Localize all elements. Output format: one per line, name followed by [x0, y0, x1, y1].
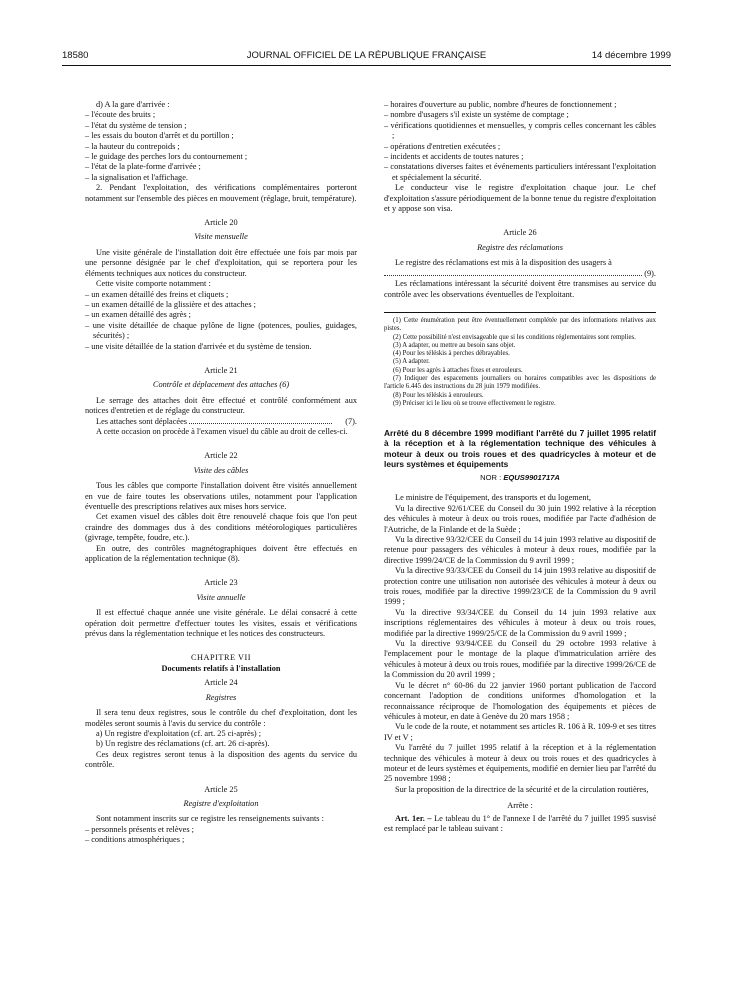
article-subtitle: Registre des réclamations	[477, 242, 563, 252]
list-item: – la hauteur du contrepoids ;	[85, 141, 180, 151]
list-item: – une visite détaillée de chaque pylône de ligne (potences, poulies, guidages, sécurités) ;	[85, 320, 357, 341]
article-heading: Article 20	[204, 218, 238, 228]
list-item: – incidents et accidents de toutes natures ;	[384, 152, 524, 162]
paragraph: Sont notamment inscrits sur ce registre les renseignements suivants :	[96, 814, 324, 824]
dotted-leader	[384, 269, 642, 276]
paragraph: Il est effectué chaque année une visite générale. Le délai consacré à cette opération doit permettre d'effectuer toutes les visites, essais et vérifications prévus dans la réglementation technique et les notices des constructeurs.	[85, 608, 357, 639]
paragraph: Le registre des réclamations est mis à la disposition des usagers à	[395, 258, 612, 268]
arrete-label: Arrête :	[507, 801, 533, 811]
footnote: (3) A adapter, ou mettre au besoin sans objet.	[393, 341, 516, 349]
nor-label: NOR :	[480, 472, 502, 482]
list-item: – une visite détaillée de la station d'arrivée et du système de tension.	[85, 341, 312, 351]
footnote-ref: (7).	[345, 416, 357, 426]
footnote-ref: (9).	[644, 268, 656, 278]
right-column	[384, 100, 656, 834]
paragraph: Les réclamations intéressant la sécurité doivent être transmises au service du contrôle avec les observations éventuelles de l'exploitant.	[384, 279, 656, 299]
footnote: (1) Cette énumération peut être éventuellement complétée par des informations relatives aux pistes.	[384, 316, 656, 333]
header-rule	[62, 65, 671, 66]
arrete-title: Arrêté du 8 décembre 1999 modifiant l'arrêté du 7 juillet 1995 relatif à la réception et à la réglementation technique des véhicules à moteur à deux ou trois roues et des quadricycles à moteur et de leurs systèmes et équipements	[384, 428, 656, 469]
footnote: (7) Indiquer des espacements journaliers ou horaires compatibles avec les dispositions de l'article 6.445 des instructions du 28 juin 1979 modifiées.	[384, 374, 656, 391]
gare-arrivee-list	[85, 110, 357, 183]
dotted-line-text: Les attaches sont déplacées	[96, 416, 187, 426]
paragraph: Vu l'arrêté du 7 juillet 1995 relatif à la réception et à la réglementation technique des véhicules à moteur à deux ou trois roues et des quadricycles à moteur et de leurs systèmes et équipements, modifié en dernier lieu par l'arrêté du 25 novembre 1998 ;	[384, 743, 656, 784]
list-item: – personnels présents et relèves ;	[85, 824, 194, 834]
left-column	[85, 100, 357, 846]
journal-title: JOURNAL OFFICIEL DE LA RÉPUBLIQUE FRANÇAISE	[246, 50, 487, 61]
gare-arrivee-intro: d) A la gare d'arrivée :	[96, 100, 170, 109]
article-heading: Article 21	[204, 365, 238, 375]
list-item: – l'état du système de tension ;	[85, 120, 187, 130]
footnote-separator	[384, 312, 656, 313]
list-item: – un examen détaillé des agrès ;	[85, 310, 191, 320]
chapter-subtitle: Documents relatifs à l'installation	[161, 663, 281, 673]
paragraph: Le conducteur vise le registre d'exploitation chaque jour. Le chef d'exploitation s'assure périodiquement de la bonne tenue du registre d'exploitation et y appose son visa.	[384, 183, 656, 214]
article-subtitle: Visite des câbles	[193, 465, 249, 475]
list-item: – les essais du bouton d'arrêt et du portillon ;	[85, 131, 234, 141]
article-subtitle: Registres	[205, 692, 237, 702]
article-heading: Article 26	[503, 228, 537, 238]
article-subtitle: Registre d'exploitation	[183, 798, 259, 808]
list-item: – constatations diverses faites et événements particuliers intéressant l'exploitation et spécialement la sécurité.	[384, 162, 656, 182]
list-item: a) Un registre d'exploitation (cf. art. 25 ci-après) ;	[96, 728, 262, 738]
article-heading: Article 22	[204, 451, 238, 461]
footnote: (8) Pour les téléskis à enrouleurs.	[393, 391, 484, 399]
footnotes	[384, 317, 656, 408]
paragraph: Vu la directive 93/33/CEE du Conseil du 14 juin 1993 relative au dispositif de protection contre une utilisation non autorisée des véhicules à moteur à deux ou trois roues, modifiée par la directive 1999/23/CE de la Commission du 9 avril 1999 ;	[384, 566, 656, 607]
list-item: – nombre d'usagers s'il existe un système de comptage ;	[384, 110, 569, 120]
footnote: (5) A adapter.	[393, 358, 430, 366]
list-item: – conditions atmosphériques ;	[85, 835, 185, 845]
paragraph: Vu le code de la route, et notamment ses articles R. 106 à R. 109-9 et ses titres IV et V ;	[384, 722, 656, 742]
page-number: 18580	[62, 50, 89, 61]
article-1	[384, 814, 656, 835]
page-header	[62, 50, 671, 64]
footnote: (4) Pour les téléskis à perches débrayables.	[393, 350, 510, 358]
paragraph: Le ministre de l'équipement, des transports et du logement,	[395, 493, 591, 503]
paragraph: Vu la directive 93/94/CEE du Conseil du 29 octobre 1993 relative à l'emplacement pour le montage de la plaque d'immatriculation arrière des véhicules à moteur à deux ou trois roues, modifiée par la directive 1999/26/CE de la Commission du 20 avril 1999 ;	[384, 639, 656, 680]
list-item: – un examen détaillé des freins et cliquets ;	[85, 289, 229, 299]
nor-reference	[384, 473, 656, 483]
paragraph: 2. Pendant l'exploitation, des vérifications complémentaires porteront notamment sur l'ensemble des pièces en mouvement (réglage, bruit, température).	[85, 183, 357, 203]
dotted-leader	[189, 417, 332, 424]
list-item: – opérations d'entretien exécutées ;	[384, 141, 501, 151]
paragraph: Tous les câbles que comporte l'installation doivent être visités annuellement en vue de faire toutes les observations utiles, notamment pour l'application éventuelle des prescriptions relatives aux mises hors service.	[85, 481, 357, 511]
paragraph: Il sera tenu deux registres, sous le contrôle du chef d'exploitation, dont les modèles seront soumis à l'avis du service du contrôle :	[85, 708, 357, 728]
paragraph: Cet examen visuel des câbles doit être renouvelé chaque fois que l'on peut craindre des dommages dus à des conditions météorologiques particulières (givrage, tempête, foudre, etc.).	[85, 512, 357, 543]
article-heading: Article 24	[204, 678, 238, 688]
paragraph: Ces deux registres seront tenus à la disposition des agents du service du contrôle.	[85, 749, 357, 770]
paragraph: Vu la directive 93/34/CEE du Conseil du 14 juin 1993 relative aux inscriptions réglementaires des véhicules à moteur à deux ou trois roues, modifiée par la directive 1999/25/CE de la Commission du 9 avril 1999 ;	[384, 607, 656, 638]
issue-date: 14 décembre 1999	[591, 50, 671, 61]
article-subtitle: Visite annuelle	[196, 592, 246, 602]
list-item: – vérifications quotidiennes et mensuelles, y compris celles concernant les câbles ;	[384, 120, 656, 141]
dotted-line	[85, 417, 357, 427]
chapter-heading: CHAPITRE VII	[190, 653, 251, 663]
article-heading: Article 25	[204, 784, 238, 794]
article-heading: Article 23	[204, 578, 238, 588]
article-subtitle: Contrôle et déplacement des attaches (6)	[152, 380, 290, 390]
list-item: b) Un registre des réclamations (cf. art. 26 ci-après).	[96, 739, 270, 749]
paragraph: Vu la directive 92/61/CEE du Conseil du 30 juin 1992 relative à la réception des véhicules à moteur à deux ou trois roues, modifiée par l'acte d'adhésion de l'Autriche, de la Finlande et de la Suède ;	[384, 503, 656, 534]
article-1-text: Le tableau du 1° de l'annexe I de l'arrêté du 7 juillet 1995 susvisé est remplacé par le tableau suivant :	[384, 813, 657, 833]
footnote: (9) Préciser ici le lieu où se trouve effectivement le registre.	[393, 399, 556, 407]
paragraph: A cette occasion on procède à l'examen visuel du câble au droit de celles-ci.	[96, 426, 348, 436]
nor-code: EQUS9901717A	[503, 472, 560, 482]
footnote: (6) Pour les agrès à attaches fixes et enrouleurs.	[393, 366, 523, 374]
footnote: (2) Cette possibilité n'est envisageable que si les conditions réglementaires sont remplies.	[393, 333, 636, 341]
list-item: – un examen détaillé de la glissière et des attaches ;	[85, 299, 256, 309]
dotted-line	[384, 269, 656, 279]
paragraph: En outre, des contrôles magnétographiques doivent être effectués en application de la réglementation technique (8).	[85, 543, 357, 564]
paragraph: Cette visite comporte notamment :	[96, 279, 211, 289]
list-item: – l'état de la plate-forme d'arrivée ;	[85, 162, 201, 172]
paragraph: Vu le décret n° 60-86 du 22 janvier 1960 portant publication de l'accord concernant l'adoption de conditions uniformes d'homologation et la reconnaissance réciproque de l'homologation des équipements et pièces de véhicules à moteur, en date à Genève du 20 mars 1958 ;	[384, 680, 656, 721]
list-item: – la signalisation et l'affichage.	[85, 172, 188, 182]
article-subtitle: Visite mensuelle	[194, 232, 248, 242]
paragraph: Une visite générale de l'installation doit être effectuée une fois par mois par une personne désignée par le chef d'exploitation, qui se reportera pour les éléments techniques aux notices du constructeur.	[85, 247, 357, 278]
list-item: – horaires d'ouverture au public, nombre d'heures de fonctionnement ;	[384, 100, 617, 109]
paragraph: Le serrage des attaches doit être effectué et contrôlé conformément aux notices d'entretien et de réglage du constructeur.	[85, 395, 357, 416]
list-item: – le guidage des perches lors du contournement ;	[85, 152, 248, 162]
paragraph: Vu la directive 93/32/CEE du Conseil du 14 juin 1993 relative au dispositif de retenue pour passagers des véhicules à moteur à deux roues, modifiée par la directive 1999/24/CE de la Commission du 9 avril 1999 ;	[384, 535, 656, 565]
list-item: – l'écoute des bruits ;	[85, 110, 156, 120]
article-1-label: Art. 1er. –	[395, 813, 432, 823]
paragraph: Sur la proposition de la directrice de la sécurité et de la circulation routières,	[395, 784, 649, 794]
